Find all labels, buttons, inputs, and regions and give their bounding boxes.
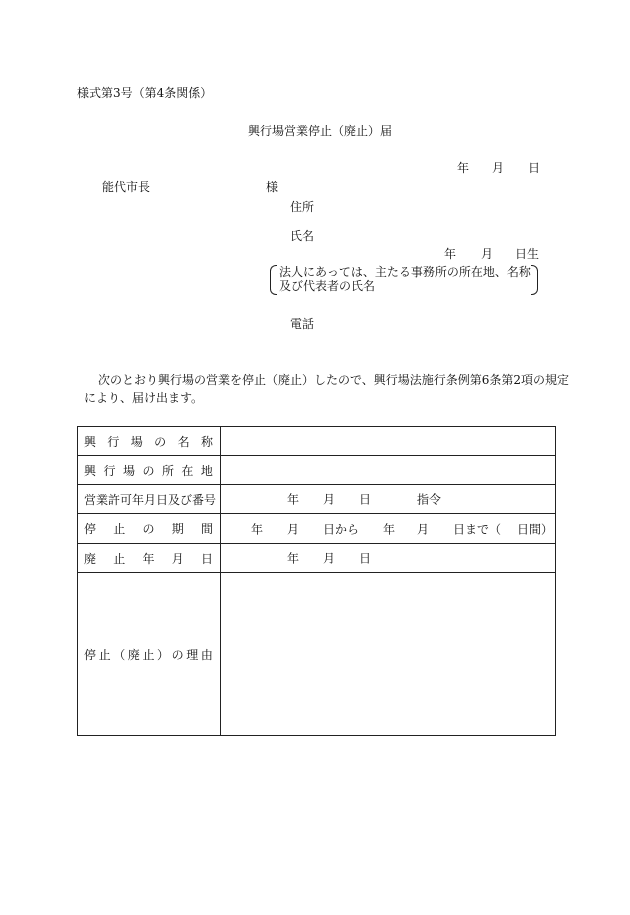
label-char: 間 — [200, 522, 213, 536]
date-year: 年 — [457, 161, 470, 175]
label-char: 月 — [171, 551, 184, 566]
period-end-year: 年 — [383, 522, 396, 536]
suspension-period-label — [78, 514, 221, 544]
birth-month: 月 — [481, 247, 494, 261]
closure-date-field[interactable] — [221, 544, 556, 573]
label-char: 地 — [200, 463, 213, 478]
birth-year: 年 — [444, 247, 457, 261]
reason-label — [78, 573, 221, 736]
date-day: 日 — [528, 161, 541, 175]
closure-day: 日 — [359, 551, 372, 566]
closure-month: 月 — [323, 551, 336, 566]
addressee-name: 能代市長 — [102, 180, 151, 194]
permit-day: 日 — [359, 492, 372, 507]
label-char: 由 — [200, 647, 213, 662]
label-char: 止 — [113, 551, 126, 566]
permit-month: 月 — [323, 492, 336, 507]
label-char: （ — [113, 647, 126, 662]
permit-label-text: 営業許可年月日及び番号 — [84, 492, 217, 507]
reason-field[interactable] — [221, 573, 556, 736]
label-char: 称 — [200, 434, 213, 449]
permit-label — [78, 485, 221, 514]
label-char: ） — [157, 647, 170, 662]
label-char: 興 — [84, 434, 97, 449]
table-row — [78, 514, 556, 544]
date-month: 月 — [492, 161, 505, 175]
period-start-month: 月 — [287, 522, 300, 536]
corporate-note-line1: 法人にあっては、主たる事務所の所在地、名称 — [279, 265, 531, 279]
addressee-honorific: 様 — [266, 180, 279, 194]
form-number: 様式第3号（第4条関係） — [77, 86, 213, 100]
corporate-note-line2: 及び代表者の氏名 — [279, 279, 376, 293]
label-char: 行 — [107, 434, 120, 449]
label-char: 停 — [84, 522, 97, 536]
label-char: 期 — [171, 522, 184, 536]
period-start-year: 年 — [251, 522, 264, 536]
facility-name-field[interactable] — [221, 427, 556, 456]
label-char: 廃 — [84, 551, 97, 566]
notification-table — [77, 426, 556, 736]
label-char: の — [142, 463, 155, 478]
label-char: の — [171, 647, 184, 662]
corporate-note — [270, 265, 538, 293]
suspension-period-field[interactable] — [221, 514, 556, 544]
table-row — [78, 544, 556, 573]
birth-day: 日生 — [515, 247, 540, 261]
label-char: 場 — [122, 463, 135, 478]
label-char: 止 — [113, 522, 126, 536]
label-char: 年 — [142, 551, 155, 566]
facility-name-label — [78, 427, 221, 456]
closure-date-label — [78, 544, 221, 573]
period-end-day: 日まで（ — [453, 522, 502, 536]
label-char: 名 — [177, 434, 190, 449]
label-char: 日 — [200, 551, 213, 566]
table-row — [78, 485, 556, 514]
permit-directive: 指令 — [417, 492, 442, 507]
label-char: 止 — [98, 647, 111, 662]
table-row — [78, 456, 556, 485]
label-char: の — [142, 522, 155, 536]
permit-field[interactable] — [221, 485, 556, 514]
label-char: 停 — [84, 647, 97, 662]
table-row — [78, 427, 556, 456]
period-start-day: 日から — [323, 522, 360, 536]
period-end-month: 月 — [417, 522, 430, 536]
right-bracket — [531, 265, 538, 295]
facility-address-field[interactable] — [221, 456, 556, 485]
label-char: 場 — [130, 434, 143, 449]
label-char: 在 — [181, 463, 194, 478]
page-title: 興行場営業停止（廃止）届 — [248, 124, 393, 138]
facility-address-label — [78, 456, 221, 485]
label-char: の — [154, 434, 167, 449]
label-char: 理 — [186, 647, 199, 662]
label-char: 止 — [142, 647, 155, 662]
left-bracket — [270, 265, 277, 295]
phone-label: 電話 — [290, 317, 315, 331]
label-char: 行 — [103, 463, 116, 478]
name-label: 氏名 — [290, 229, 315, 243]
label-char: 所 — [161, 463, 174, 478]
address-label: 住所 — [290, 200, 315, 214]
closure-year: 年 — [287, 551, 300, 566]
label-char: 廃 — [127, 647, 140, 662]
label-char: 興 — [84, 463, 97, 478]
body-text-line2: により、届け出ます。 — [84, 391, 204, 405]
table-row — [78, 573, 556, 736]
period-days: 日間） — [517, 522, 554, 536]
permit-year: 年 — [287, 492, 300, 507]
body-text-line1: 次のとおり興行場の営業を停止（廃止）したので、興行場法施行条例第6条第2項の規定 — [98, 373, 570, 387]
corporate-note-text — [279, 265, 531, 293]
